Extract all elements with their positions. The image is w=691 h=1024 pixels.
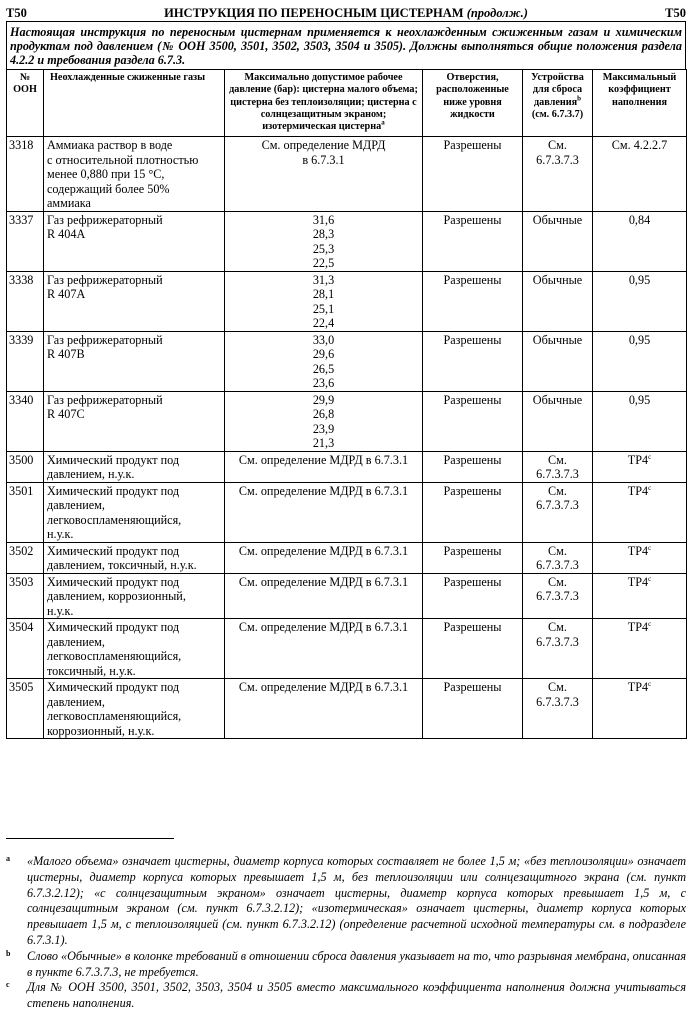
header-left-code: T50	[6, 6, 27, 20]
cell-line: Аммиака раствор в воде	[47, 138, 173, 153]
un-number-cell: 3500	[7, 451, 44, 482]
cell-line: См.	[548, 620, 567, 635]
fill-ratio-value: 0,95	[628, 332, 651, 347]
pressure-cell	[225, 271, 423, 331]
footnote-ref: c	[648, 452, 652, 461]
substance-name-cell	[44, 573, 225, 619]
footnote-mark: a	[6, 854, 10, 863]
fill-ratio-value: TP4	[627, 543, 649, 558]
cell-line: содержащий более 50%	[47, 181, 170, 196]
un-number-cell: 3505	[7, 679, 44, 739]
cell-line: Обычные	[532, 392, 583, 407]
col-header-pressure: Максимально допустимое рабочее давление (бар): цистерна малого объема; цистерна без теплоизоляции; цистерна с солнцезащитным экраном; изотермическая цистерна$^a$	[225, 70, 423, 137]
relief-device-cell	[523, 451, 593, 482]
cell-line: См.	[548, 483, 567, 498]
cell-line: давлением,	[47, 498, 105, 513]
fill-ratio-cell	[593, 482, 687, 542]
col-header-un: № ООН	[7, 70, 44, 137]
cell-line: Газ рефрижераторный	[47, 332, 163, 347]
cell-line: 21,3	[312, 436, 335, 451]
substance-name-cell	[44, 137, 225, 212]
page-title-suffix: (продолж.)	[466, 6, 528, 20]
cell-line: Обычные	[532, 212, 583, 227]
pressure-cell	[225, 679, 423, 739]
cell-line: Обычные	[532, 272, 583, 287]
openings-cell: Разрешены	[423, 482, 523, 542]
un-number-cell: 3337	[7, 211, 44, 271]
fill-ratio-value: TP4	[627, 620, 649, 635]
fill-ratio-cell	[593, 271, 687, 331]
footnote-ref: c	[648, 620, 652, 629]
col-header-gas: Неохлажденные сжиженные газы	[44, 70, 225, 137]
footnote-separator	[6, 838, 174, 839]
table-body	[7, 137, 687, 739]
cell-line: R 407B	[47, 347, 85, 362]
table-header-row	[7, 70, 687, 137]
table-row	[7, 482, 687, 542]
cell-line: легковоспламеняющийся,	[47, 649, 182, 664]
fill-ratio-value: 0,84	[628, 212, 651, 227]
pressure-cell	[225, 573, 423, 619]
cell-line: Химический продукт под	[47, 620, 180, 635]
cell-line: 6.7.3.7.3	[536, 589, 579, 604]
table-row	[7, 391, 687, 451]
cell-line: Химический продукт под	[47, 543, 180, 558]
cell-line: в 6.7.3.1	[302, 152, 345, 167]
footnote-text: «Малого объема» означает цистерны, диаметр корпуса которых составляет не более 1,5 м; «без теплоизоляции» означает цистерны, диаметр корпуса которых превышает 1,5 м, без теплоизоляции или солнцезащитного экрана (см. пункт 6.7.3.2.12); «с солнцезащитным экраном» означает цистерны, диаметр корпуса которых превышает 1,5 м, с солнцезащитным экраном (см. пункт 6.7.3.2.12); «изотермическая» означает цистерны, диаметр корпуса которых превышает 1,5 м, с теплоизоляцией (см. пункт 6.7.3.2.12) (определение расчетной исходной температуры см. в подразделе 6.7.3.1).	[27, 854, 686, 947]
cell-line: 29,6	[312, 347, 335, 362]
cell-line: давлением, коррозионный,	[47, 589, 186, 604]
relief-device-cell	[523, 573, 593, 619]
cell-line: коррозионный, н.у.к.	[47, 723, 155, 738]
substance-name-cell	[44, 679, 225, 739]
fill-ratio-cell	[593, 542, 687, 573]
un-number-cell: 3502	[7, 542, 44, 573]
openings-cell: Разрешены	[423, 619, 523, 679]
fill-ratio-value: 0,95	[628, 272, 651, 287]
fill-ratio-value: 0,95	[628, 392, 651, 407]
cell-line: См. определение МДРД в 6.7.3.1	[238, 483, 409, 498]
col-header-relief: Устройства для сброса давления$^b$ (см. 6.7.3.7)	[523, 70, 593, 137]
cell-line: Газ рефрижераторный	[47, 272, 163, 287]
openings-cell: Разрешены	[423, 271, 523, 331]
cell-line: R 407C	[47, 407, 85, 422]
fill-ratio-cell	[593, 391, 687, 451]
col-header-openings: Отверстия, расположенные ниже уровня жидкости	[423, 70, 523, 137]
substance-name-cell	[44, 271, 225, 331]
cell-line: См.	[548, 680, 567, 695]
footnote-ref: c	[648, 483, 652, 492]
page	[6, 4, 686, 739]
pressure-cell	[225, 619, 423, 679]
cell-line: н.у.к.	[47, 603, 74, 618]
cell-line: Химический продукт под	[47, 574, 180, 589]
footnote-ref: c	[648, 574, 652, 583]
footnote-mark: c	[6, 980, 10, 990]
cell-line: Газ рефрижераторный	[47, 392, 163, 407]
table-row	[7, 542, 687, 573]
cell-line: 28,1	[312, 287, 335, 302]
pressure-cell	[225, 137, 423, 212]
cell-line: 6.7.3.7.3	[536, 467, 579, 482]
cell-line: См. определение МДРД в 6.7.3.1	[238, 620, 409, 635]
substance-name-cell	[44, 542, 225, 573]
cell-line: См. определение МДРД в 6.7.3.1	[238, 680, 409, 695]
cell-line: 31,6	[312, 212, 335, 227]
pressure-cell	[225, 482, 423, 542]
un-number-cell: 3501	[7, 482, 44, 542]
relief-device-cell	[523, 619, 593, 679]
substance-name-cell	[44, 619, 225, 679]
relief-device-cell	[523, 137, 593, 212]
table-row	[7, 331, 687, 391]
fill-ratio-cell	[593, 137, 687, 212]
un-number-cell: 3338	[7, 271, 44, 331]
table-row	[7, 573, 687, 619]
cell-line: с относительной плотностью	[47, 152, 199, 167]
fill-ratio-cell	[593, 211, 687, 271]
table-row	[7, 619, 687, 679]
footnote-ref: c	[648, 680, 652, 689]
cell-line: н.у.к.	[47, 527, 74, 542]
openings-cell: Разрешены	[423, 451, 523, 482]
substance-name-cell	[44, 482, 225, 542]
header-right-code: T50	[665, 6, 686, 20]
openings-cell: Разрешены	[423, 137, 523, 212]
un-number-cell: 3504	[7, 619, 44, 679]
cell-line: Химический продукт под	[47, 452, 180, 467]
openings-cell: Разрешены	[423, 573, 523, 619]
openings-cell: Разрешены	[423, 331, 523, 391]
cell-line: легковоспламеняющийся,	[47, 709, 182, 724]
cell-line: аммиака	[47, 196, 91, 211]
intro-paragraph: Настоящая инструкция по переносным цистернам применяется к неохлажденным сжиженным газам и химическим продуктам под давлением (№ ООН 3500, 3501, 3502, 3503, 3504 и 3505). Должны выполняться общие положения раздела 4.2.2 и требования раздела 6.7.3.	[6, 22, 686, 69]
substance-name-cell	[44, 211, 225, 271]
cell-line: 6.7.3.7.3	[536, 498, 579, 513]
cell-line: 22,5	[312, 256, 335, 271]
page-title	[27, 6, 665, 21]
cell-line: 26,8	[312, 407, 335, 422]
openings-cell: Разрешены	[423, 679, 523, 739]
cell-line: R 404A	[47, 227, 86, 242]
cell-line: легковоспламеняющийся,	[47, 512, 182, 527]
fill-ratio-cell	[593, 451, 687, 482]
pressure-cell	[225, 391, 423, 451]
cell-line: См. определение МДРД в 6.7.3.1	[238, 543, 409, 558]
fill-ratio-cell	[593, 619, 687, 679]
fill-ratio-value: TP4	[627, 483, 649, 498]
pressure-cell	[225, 331, 423, 391]
cell-line: Химический продукт под	[47, 483, 180, 498]
un-number-cell: 3318	[7, 137, 44, 212]
footnote-text: Слово «Обычные» в колонке требований в отношении сброса давления указывает на то, что разрывная мембрана, описанная в пункте 6.7.3.7.3, не требуется.	[27, 948, 686, 979]
cell-line: См.	[548, 452, 567, 467]
cell-line: 6.7.3.7.3	[536, 558, 579, 573]
cell-line: 6.7.3.7.3	[536, 152, 579, 167]
fill-ratio-value: TP4	[627, 574, 649, 589]
table-row	[7, 679, 687, 739]
footnotes	[6, 854, 686, 1012]
fill-ratio-value: См. 4.2.2.7	[611, 138, 668, 153]
cell-line: См. определение МДРД	[261, 138, 386, 153]
fill-ratio-cell	[593, 573, 687, 619]
cell-line: 25,3	[312, 241, 335, 256]
cell-line: R 407A	[47, 287, 86, 302]
cell-line: менее 0,880 при 15 °С,	[47, 167, 165, 182]
cell-line: 23,9	[312, 421, 335, 436]
footnote-mark: b	[6, 948, 11, 958]
relief-device-cell	[523, 271, 593, 331]
page-title-text: ИНСТРУКЦИЯ ПО ПЕРЕНОСНЫМ ЦИСТЕРНАМ	[164, 6, 464, 20]
instruction-table	[6, 69, 687, 739]
cell-line: давлением,	[47, 694, 105, 709]
cell-line: 23,6	[312, 376, 335, 391]
fill-ratio-value: TP4	[627, 452, 649, 467]
table-row	[7, 451, 687, 482]
pressure-cell	[225, 451, 423, 482]
cell-line: токсичный, н.у.к.	[47, 663, 136, 678]
pressure-cell	[225, 542, 423, 573]
un-number-cell: 3340	[7, 391, 44, 451]
col-header-fill: Максимальный коэффициент наполнения	[593, 70, 687, 137]
un-number-cell: 3503	[7, 573, 44, 619]
relief-device-cell	[523, 211, 593, 271]
relief-device-cell	[523, 391, 593, 451]
un-number-cell: 3339	[7, 331, 44, 391]
cell-line: 26,5	[312, 361, 335, 376]
table-row	[7, 211, 687, 271]
cell-line: давлением,	[47, 634, 105, 649]
cell-line: Газ рефрижераторный	[47, 212, 163, 227]
pressure-cell	[225, 211, 423, 271]
cell-line: 28,3	[312, 227, 335, 242]
substance-name-cell	[44, 451, 225, 482]
cell-line: 29,9	[312, 392, 335, 407]
relief-device-cell	[523, 542, 593, 573]
cell-line: 31,3	[312, 272, 335, 287]
cell-line: 6.7.3.7.3	[536, 694, 579, 709]
cell-line: См.	[548, 543, 567, 558]
footnote	[6, 949, 686, 981]
cell-line: давлением, н.у.к.	[47, 467, 135, 482]
cell-line: См.	[548, 138, 567, 153]
cell-line: 33,0	[312, 332, 335, 347]
cell-line: давлением, токсичный, н.у.к.	[47, 558, 197, 573]
relief-device-cell	[523, 482, 593, 542]
table-row	[7, 271, 687, 331]
page-header	[6, 4, 686, 22]
footnote-ref: c	[648, 543, 652, 552]
cell-line: См. определение МДРД в 6.7.3.1	[238, 574, 409, 589]
cell-line: 22,4	[312, 316, 335, 331]
substance-name-cell	[44, 391, 225, 451]
cell-line: См. определение МДРД в 6.7.3.1	[238, 452, 409, 467]
openings-cell: Разрешены	[423, 211, 523, 271]
cell-line: См.	[548, 574, 567, 589]
fill-ratio-cell	[593, 331, 687, 391]
relief-device-cell	[523, 331, 593, 391]
openings-cell: Разрешены	[423, 391, 523, 451]
cell-line: Обычные	[532, 332, 583, 347]
footnote-text: Для № ООН 3500, 3501, 3502, 3503, 3504 и 3505 вместо максимального коэффициента наполнения должна учитываться степень наполнения.	[27, 980, 686, 1011]
cell-line: 25,1	[312, 301, 335, 316]
cell-line: 6.7.3.7.3	[536, 634, 579, 649]
openings-cell: Разрешены	[423, 542, 523, 573]
substance-name-cell	[44, 331, 225, 391]
cell-line: Химический продукт под	[47, 680, 180, 695]
fill-ratio-cell	[593, 679, 687, 739]
footnote	[6, 854, 686, 949]
table-row	[7, 137, 687, 212]
fill-ratio-value: TP4	[627, 680, 649, 695]
relief-device-cell	[523, 679, 593, 739]
footnote	[6, 980, 686, 1012]
